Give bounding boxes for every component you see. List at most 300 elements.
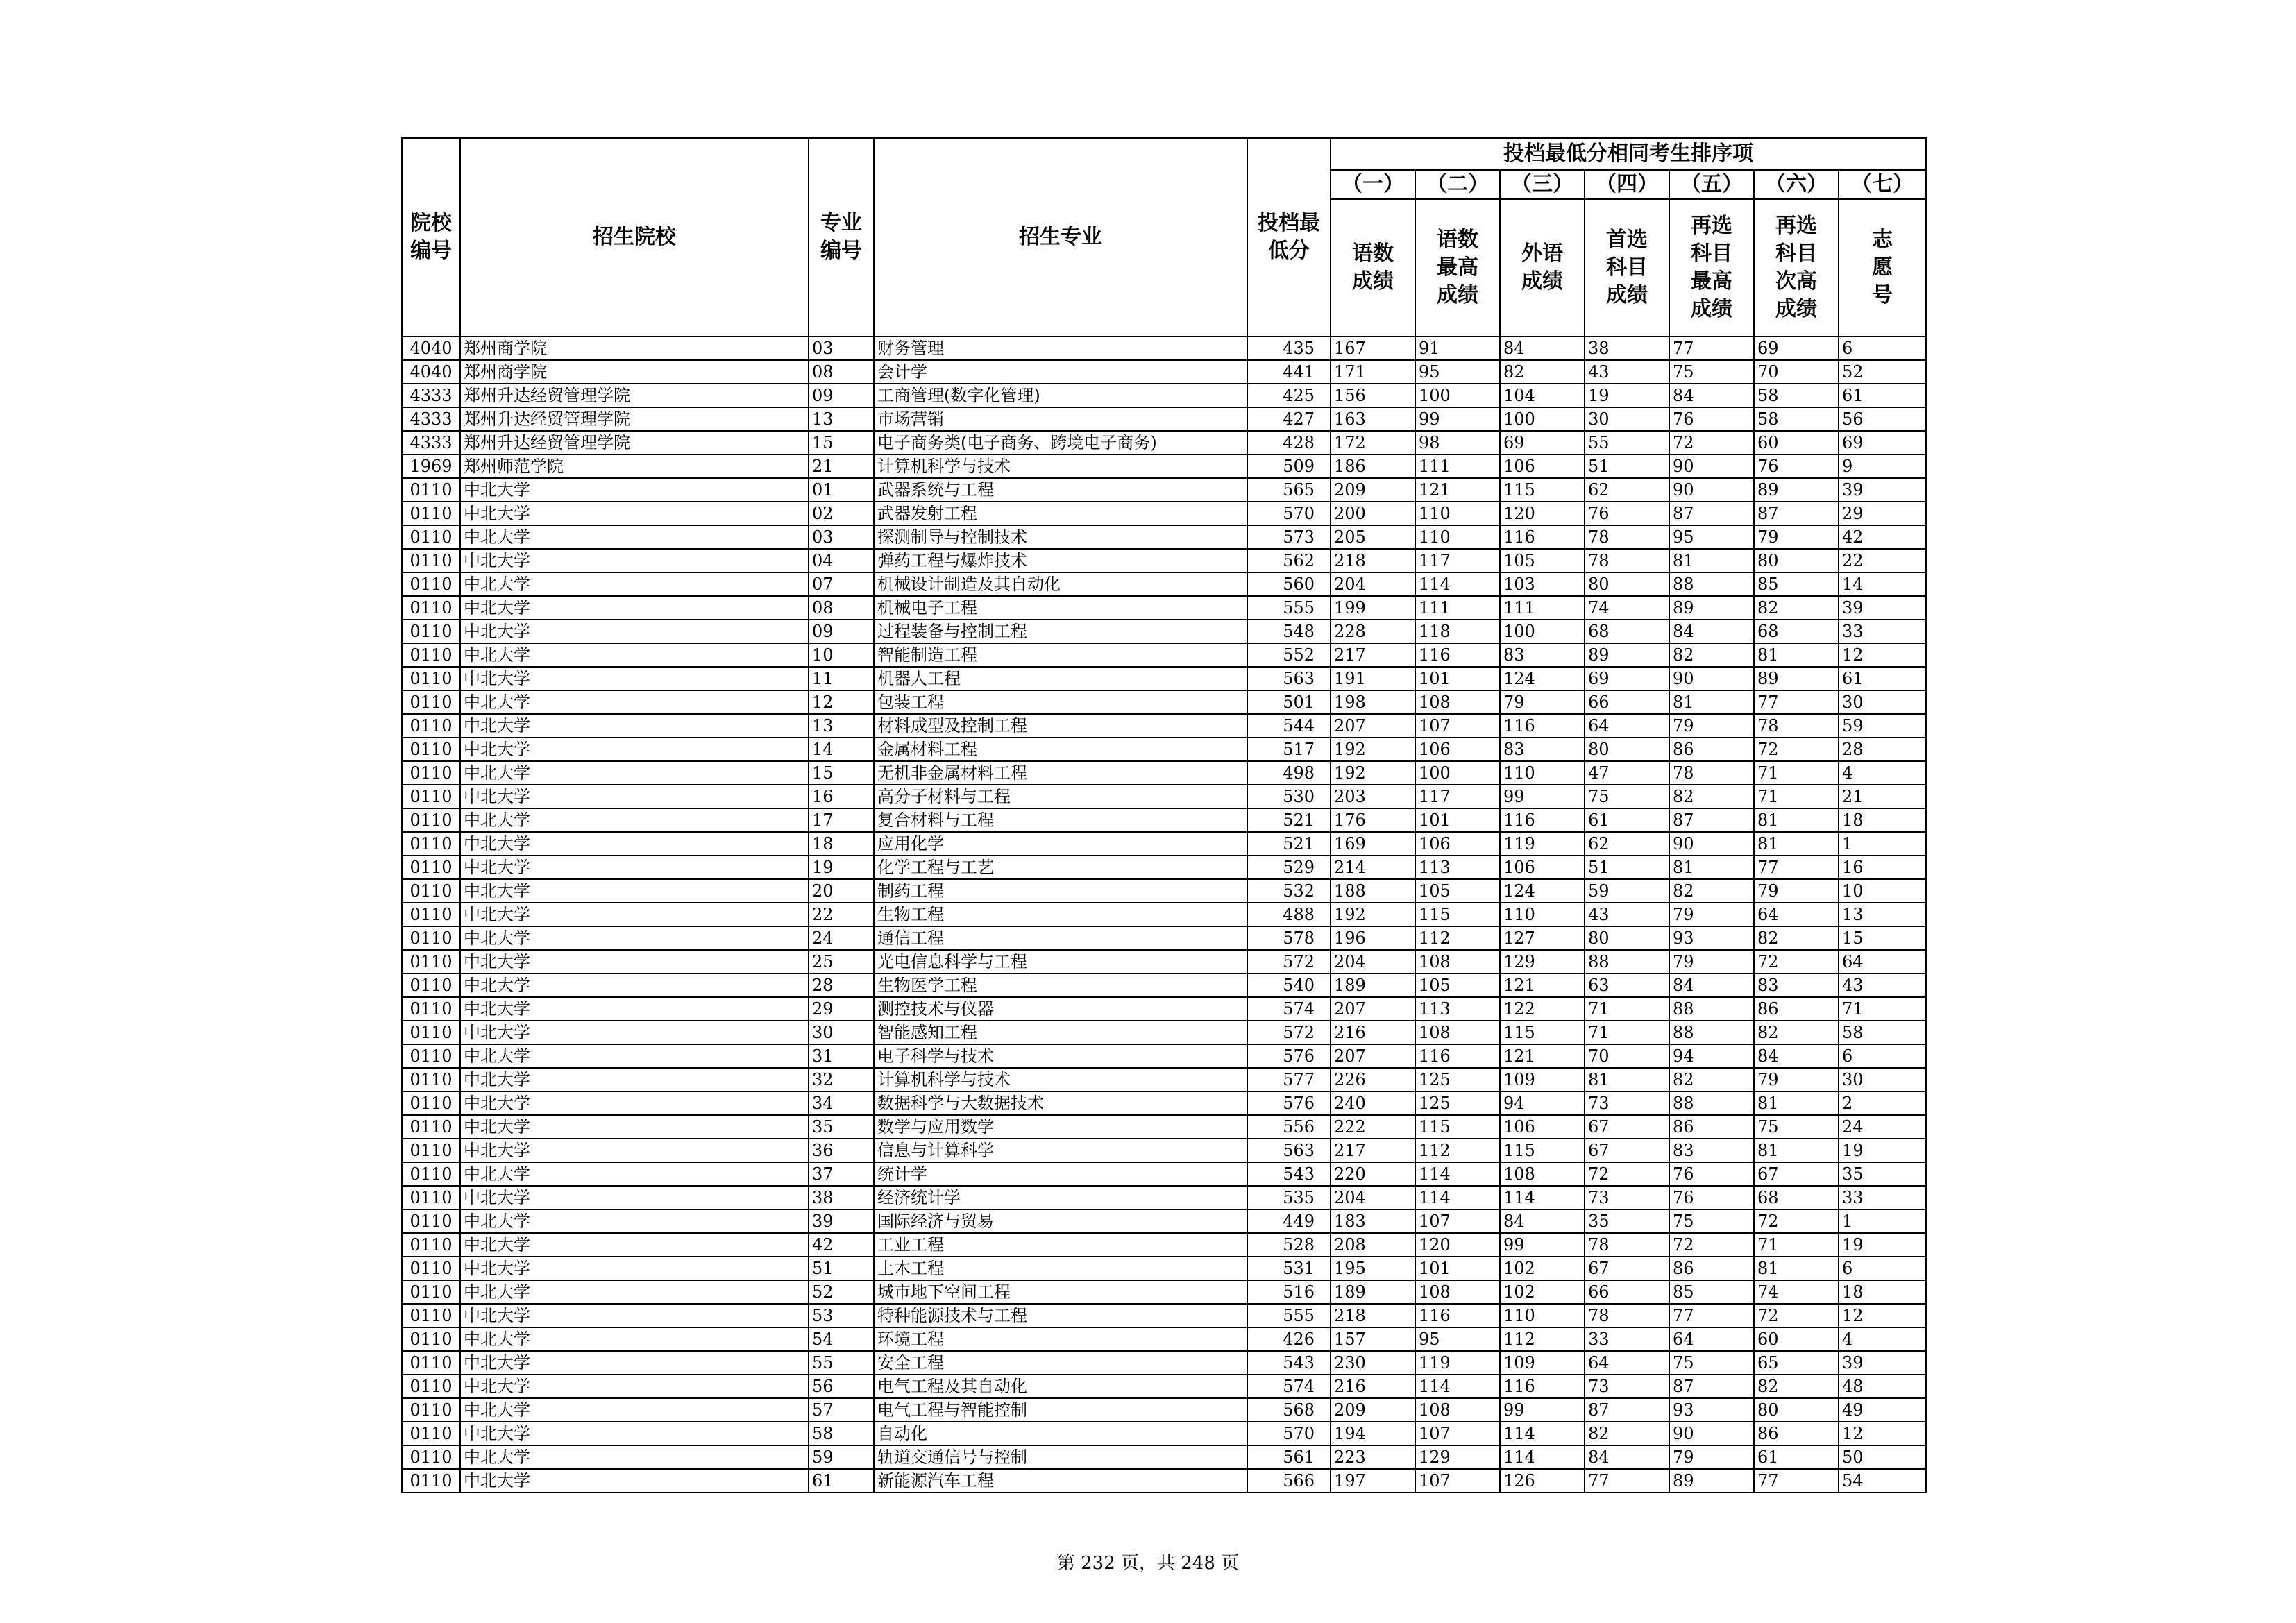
school-name-cell: 中北大学	[460, 1257, 809, 1280]
sort-item-1-cell: 200	[1331, 502, 1415, 525]
major-code-cell: 11	[809, 667, 874, 690]
sort-item-6-cell: 77	[1754, 1469, 1839, 1493]
header-sub-number-6: （六）	[1754, 170, 1839, 199]
sort-item-1-cell: 228	[1331, 620, 1415, 643]
sort-item-5-cell: 87	[1669, 1375, 1754, 1398]
sort-item-1-cell: 218	[1331, 1304, 1415, 1327]
major-code-cell: 56	[809, 1375, 874, 1398]
header-school: 招生院校	[460, 138, 809, 337]
school-code-cell: 0110	[402, 1375, 460, 1398]
school-name-cell: 中北大学	[460, 667, 809, 690]
sort-item-2-cell: 115	[1415, 903, 1500, 926]
sort-item-2-cell: 111	[1415, 596, 1500, 620]
major-name-cell: 新能源汽车工程	[874, 1469, 1247, 1493]
sort-item-5-cell: 90	[1669, 478, 1754, 502]
sort-item-5-cell: 77	[1669, 1304, 1754, 1327]
sort-item-4-cell: 71	[1585, 1021, 1669, 1044]
header-sub-label-5: 再选科目最高成绩	[1669, 199, 1754, 337]
sort-item-6-cell: 89	[1754, 478, 1839, 502]
major-code-cell: 29	[809, 997, 874, 1021]
sort-item-5-cell: 76	[1669, 1162, 1754, 1186]
sort-item-4-cell: 64	[1585, 1351, 1669, 1375]
sort-item-3-cell: 114	[1500, 1445, 1585, 1469]
school-code-cell: 0110	[402, 1304, 460, 1327]
school-name-cell: 中北大学	[460, 1021, 809, 1044]
school-name-cell: 中北大学	[460, 620, 809, 643]
sort-item-6-cell: 77	[1754, 856, 1839, 879]
min-score-cell: 577	[1247, 1068, 1331, 1091]
sort-item-5-cell: 84	[1669, 384, 1754, 407]
major-code-cell: 21	[809, 454, 874, 478]
sort-item-5-cell: 90	[1669, 832, 1754, 856]
major-name-cell: 财务管理	[874, 337, 1247, 360]
sort-item-2-cell: 107	[1415, 1209, 1500, 1233]
school-name-cell: 郑州商学院	[460, 360, 809, 384]
min-score-cell: 565	[1247, 478, 1331, 502]
min-score-cell: 425	[1247, 384, 1331, 407]
sort-item-7-cell: 19	[1839, 1139, 1926, 1162]
sort-item-6-cell: 72	[1754, 738, 1839, 761]
school-name-cell: 中北大学	[460, 1398, 809, 1422]
sort-item-1-cell: 198	[1331, 690, 1415, 714]
sort-item-2-cell: 106	[1415, 738, 1500, 761]
major-code-cell: 54	[809, 1327, 874, 1351]
school-code-cell: 0110	[402, 808, 460, 832]
sort-item-7-cell: 30	[1839, 690, 1926, 714]
sort-item-7-cell: 50	[1839, 1445, 1926, 1469]
major-name-cell: 制药工程	[874, 879, 1247, 903]
sort-item-2-cell: 110	[1415, 525, 1500, 549]
header-min-score: 投档最低分	[1247, 138, 1331, 337]
sort-item-1-cell: 230	[1331, 1351, 1415, 1375]
header-sub-label-1: 语数成绩	[1331, 199, 1415, 337]
school-name-cell: 中北大学	[460, 1280, 809, 1304]
major-code-cell: 22	[809, 903, 874, 926]
sort-item-6-cell: 81	[1754, 1257, 1839, 1280]
sort-item-3-cell: 111	[1500, 596, 1585, 620]
major-code-cell: 53	[809, 1304, 874, 1327]
sort-item-2-cell: 113	[1415, 856, 1500, 879]
sort-item-2-cell: 98	[1415, 431, 1500, 454]
school-name-cell: 中北大学	[460, 1186, 809, 1209]
min-score-cell: 426	[1247, 1327, 1331, 1351]
sort-item-2-cell: 105	[1415, 974, 1500, 997]
sort-item-1-cell: 217	[1331, 643, 1415, 667]
sort-item-2-cell: 107	[1415, 714, 1500, 738]
major-code-cell: 12	[809, 690, 874, 714]
table-row	[402, 1021, 1926, 1044]
school-name-cell: 郑州商学院	[460, 337, 809, 360]
school-name-cell: 中北大学	[460, 974, 809, 997]
sort-item-1-cell: 207	[1331, 1044, 1415, 1068]
major-name-cell: 通信工程	[874, 926, 1247, 950]
sort-item-4-cell: 74	[1585, 596, 1669, 620]
table-row	[402, 738, 1926, 761]
sort-item-7-cell: 39	[1839, 478, 1926, 502]
sort-item-3-cell: 116	[1500, 525, 1585, 549]
sort-item-5-cell: 84	[1669, 620, 1754, 643]
sort-item-1-cell: 172	[1331, 431, 1415, 454]
major-name-cell: 电子商务类(电子商务、跨境电子商务)	[874, 431, 1247, 454]
min-score-cell: 576	[1247, 1091, 1331, 1115]
school-name-cell: 中北大学	[460, 1422, 809, 1445]
sort-item-5-cell: 94	[1669, 1044, 1754, 1068]
table-row	[402, 1280, 1926, 1304]
major-code-cell: 59	[809, 1445, 874, 1469]
min-score-cell: 543	[1247, 1351, 1331, 1375]
sort-item-4-cell: 73	[1585, 1186, 1669, 1209]
school-name-cell: 中北大学	[460, 808, 809, 832]
school-code-cell: 0110	[402, 950, 460, 974]
school-name-cell: 中北大学	[460, 879, 809, 903]
sort-item-3-cell: 79	[1500, 690, 1585, 714]
sort-item-4-cell: 78	[1585, 525, 1669, 549]
table-header	[402, 138, 1926, 337]
sort-item-4-cell: 88	[1585, 950, 1669, 974]
table-row	[402, 974, 1926, 997]
sort-item-2-cell: 114	[1415, 572, 1500, 596]
major-code-cell: 25	[809, 950, 874, 974]
major-code-cell: 36	[809, 1139, 874, 1162]
table-row	[402, 714, 1926, 738]
min-score-cell: 543	[1247, 1162, 1331, 1186]
school-code-cell: 0110	[402, 1021, 460, 1044]
sort-item-5-cell: 83	[1669, 1139, 1754, 1162]
sort-item-6-cell: 81	[1754, 643, 1839, 667]
major-name-cell: 机器人工程	[874, 667, 1247, 690]
sort-item-4-cell: 62	[1585, 478, 1669, 502]
sort-item-3-cell: 127	[1500, 926, 1585, 950]
sort-item-6-cell: 72	[1754, 1209, 1839, 1233]
sort-item-5-cell: 79	[1669, 1445, 1754, 1469]
school-name-cell: 中北大学	[460, 643, 809, 667]
sort-item-3-cell: 114	[1500, 1422, 1585, 1445]
table-row	[402, 1044, 1926, 1068]
school-code-cell: 4333	[402, 431, 460, 454]
min-score-cell: 555	[1247, 1304, 1331, 1327]
school-code-cell: 0110	[402, 478, 460, 502]
sort-item-4-cell: 67	[1585, 1139, 1669, 1162]
major-code-cell: 19	[809, 856, 874, 879]
sort-item-7-cell: 30	[1839, 1068, 1926, 1091]
sort-item-4-cell: 47	[1585, 761, 1669, 785]
table-body	[402, 337, 1926, 1493]
school-name-cell: 中北大学	[460, 1139, 809, 1162]
school-name-cell: 中北大学	[460, 549, 809, 572]
sort-item-4-cell: 80	[1585, 572, 1669, 596]
sort-item-2-cell: 108	[1415, 1280, 1500, 1304]
min-score-cell: 574	[1247, 1375, 1331, 1398]
sort-item-6-cell: 80	[1754, 1398, 1839, 1422]
min-score-cell: 544	[1247, 714, 1331, 738]
sort-item-3-cell: 110	[1500, 761, 1585, 785]
major-code-cell: 35	[809, 1115, 874, 1139]
sort-item-6-cell: 72	[1754, 1304, 1839, 1327]
sort-item-6-cell: 61	[1754, 1445, 1839, 1469]
min-score-cell: 532	[1247, 879, 1331, 903]
sort-item-5-cell: 76	[1669, 407, 1754, 431]
major-name-cell: 特种能源技术与工程	[874, 1304, 1247, 1327]
sort-item-5-cell: 81	[1669, 549, 1754, 572]
sort-item-7-cell: 58	[1839, 1021, 1926, 1044]
sort-item-4-cell: 63	[1585, 974, 1669, 997]
sort-item-7-cell: 29	[1839, 502, 1926, 525]
sort-item-5-cell: 93	[1669, 1398, 1754, 1422]
sort-item-6-cell: 79	[1754, 525, 1839, 549]
sort-item-4-cell: 35	[1585, 1209, 1669, 1233]
school-name-cell: 中北大学	[460, 1445, 809, 1469]
table-row	[402, 407, 1926, 431]
sort-item-1-cell: 189	[1331, 1280, 1415, 1304]
school-code-cell: 4333	[402, 407, 460, 431]
table-row	[402, 572, 1926, 596]
sort-item-5-cell: 88	[1669, 997, 1754, 1021]
table-row	[402, 1091, 1926, 1115]
sort-item-6-cell: 76	[1754, 454, 1839, 478]
sort-item-5-cell: 75	[1669, 360, 1754, 384]
school-code-cell: 4333	[402, 384, 460, 407]
major-name-cell: 计算机科学与技术	[874, 1068, 1247, 1091]
min-score-cell: 562	[1247, 549, 1331, 572]
major-code-cell: 15	[809, 431, 874, 454]
sort-item-6-cell: 69	[1754, 337, 1839, 360]
table-row	[402, 856, 1926, 879]
sort-item-2-cell: 125	[1415, 1068, 1500, 1091]
school-code-cell: 0110	[402, 1469, 460, 1493]
min-score-cell: 574	[1247, 997, 1331, 1021]
sort-item-3-cell: 82	[1500, 360, 1585, 384]
sort-item-6-cell: 86	[1754, 997, 1839, 1021]
major-name-cell: 环境工程	[874, 1327, 1247, 1351]
sort-item-6-cell: 58	[1754, 407, 1839, 431]
major-code-cell: 18	[809, 832, 874, 856]
school-code-cell: 0110	[402, 596, 460, 620]
sort-item-3-cell: 84	[1500, 337, 1585, 360]
school-name-cell: 中北大学	[460, 950, 809, 974]
sort-item-1-cell: 222	[1331, 1115, 1415, 1139]
major-code-cell: 55	[809, 1351, 874, 1375]
sort-item-1-cell: 204	[1331, 950, 1415, 974]
sort-item-4-cell: 68	[1585, 620, 1669, 643]
sort-item-4-cell: 77	[1585, 1469, 1669, 1493]
school-name-cell: 中北大学	[460, 596, 809, 620]
major-code-cell: 51	[809, 1257, 874, 1280]
major-name-cell: 复合材料与工程	[874, 808, 1247, 832]
sort-item-4-cell: 80	[1585, 926, 1669, 950]
sort-item-1-cell: 207	[1331, 714, 1415, 738]
table-row	[402, 360, 1926, 384]
major-name-cell: 统计学	[874, 1162, 1247, 1186]
sort-item-6-cell: 81	[1754, 832, 1839, 856]
sort-item-7-cell: 12	[1839, 1304, 1926, 1327]
sort-item-1-cell: 195	[1331, 1257, 1415, 1280]
sort-item-4-cell: 73	[1585, 1091, 1669, 1115]
sort-item-7-cell: 43	[1839, 974, 1926, 997]
sort-item-5-cell: 84	[1669, 974, 1754, 997]
min-score-cell: 548	[1247, 620, 1331, 643]
sort-item-6-cell: 89	[1754, 667, 1839, 690]
min-score-cell: 449	[1247, 1209, 1331, 1233]
school-name-cell: 中北大学	[460, 832, 809, 856]
sort-item-7-cell: 24	[1839, 1115, 1926, 1139]
sort-item-6-cell: 81	[1754, 1091, 1839, 1115]
sort-item-7-cell: 1	[1839, 1209, 1926, 1233]
header-sub-number-4: （四）	[1585, 170, 1669, 199]
sort-item-2-cell: 119	[1415, 1351, 1500, 1375]
sort-item-2-cell: 115	[1415, 1115, 1500, 1139]
school-code-cell: 0110	[402, 1115, 460, 1139]
sort-item-5-cell: 88	[1669, 1021, 1754, 1044]
sort-item-4-cell: 66	[1585, 690, 1669, 714]
sort-item-7-cell: 18	[1839, 808, 1926, 832]
sort-item-1-cell: 196	[1331, 926, 1415, 950]
sort-item-5-cell: 82	[1669, 785, 1754, 808]
school-code-cell: 0110	[402, 1445, 460, 1469]
sort-item-2-cell: 107	[1415, 1422, 1500, 1445]
major-code-cell: 14	[809, 738, 874, 761]
major-code-cell: 04	[809, 549, 874, 572]
major-name-cell: 计算机科学与技术	[874, 454, 1247, 478]
school-code-cell: 0110	[402, 714, 460, 738]
major-name-cell: 探测制导与控制技术	[874, 525, 1247, 549]
sort-item-7-cell: 12	[1839, 1422, 1926, 1445]
major-code-cell: 13	[809, 714, 874, 738]
sort-item-7-cell: 16	[1839, 856, 1926, 879]
sort-item-3-cell: 99	[1500, 785, 1585, 808]
header-sub-label-2: 语数最高成绩	[1415, 199, 1500, 337]
sort-item-7-cell: 33	[1839, 620, 1926, 643]
sort-item-1-cell: 157	[1331, 1327, 1415, 1351]
min-score-cell: 509	[1247, 454, 1331, 478]
major-code-cell: 08	[809, 360, 874, 384]
sort-item-2-cell: 129	[1415, 1445, 1500, 1469]
table-row	[402, 1209, 1926, 1233]
sort-item-1-cell: 216	[1331, 1375, 1415, 1398]
sort-item-1-cell: 191	[1331, 667, 1415, 690]
sort-item-7-cell: 71	[1839, 997, 1926, 1021]
sort-item-4-cell: 78	[1585, 1233, 1669, 1257]
sort-item-4-cell: 82	[1585, 1422, 1669, 1445]
table-row	[402, 808, 1926, 832]
sort-item-5-cell: 90	[1669, 1422, 1754, 1445]
sort-item-3-cell: 83	[1500, 643, 1585, 667]
sort-item-6-cell: 81	[1754, 1139, 1839, 1162]
sort-item-3-cell: 122	[1500, 997, 1585, 1021]
header-tiebreak-group: 投档最低分相同考生排序项	[1331, 138, 1926, 170]
sort-item-6-cell: 80	[1754, 549, 1839, 572]
sort-item-1-cell: 223	[1331, 1445, 1415, 1469]
sort-item-6-cell: 68	[1754, 1186, 1839, 1209]
major-name-cell: 金属材料工程	[874, 738, 1247, 761]
sort-item-3-cell: 100	[1500, 407, 1585, 431]
sort-item-7-cell: 48	[1839, 1375, 1926, 1398]
major-code-cell: 39	[809, 1209, 874, 1233]
sort-item-3-cell: 109	[1500, 1068, 1585, 1091]
sort-item-1-cell: 203	[1331, 785, 1415, 808]
sort-item-2-cell: 114	[1415, 1186, 1500, 1209]
sort-item-1-cell: 197	[1331, 1469, 1415, 1493]
sort-item-6-cell: 72	[1754, 950, 1839, 974]
sort-item-6-cell: 70	[1754, 360, 1839, 384]
sort-item-2-cell: 120	[1415, 1233, 1500, 1257]
sort-item-4-cell: 67	[1585, 1257, 1669, 1280]
table-row	[402, 1398, 1926, 1422]
table-row	[402, 832, 1926, 856]
major-code-cell: 58	[809, 1422, 874, 1445]
sort-item-6-cell: 74	[1754, 1280, 1839, 1304]
sort-item-3-cell: 124	[1500, 879, 1585, 903]
sort-item-3-cell: 94	[1500, 1091, 1585, 1115]
table-row	[402, 596, 1926, 620]
sort-item-7-cell: 61	[1839, 667, 1926, 690]
sort-item-2-cell: 112	[1415, 1139, 1500, 1162]
sort-item-4-cell: 55	[1585, 431, 1669, 454]
sort-item-3-cell: 103	[1500, 572, 1585, 596]
sort-item-2-cell: 100	[1415, 384, 1500, 407]
school-code-cell: 4040	[402, 337, 460, 360]
sort-item-7-cell: 2	[1839, 1091, 1926, 1115]
major-code-cell: 08	[809, 596, 874, 620]
sort-item-5-cell: 77	[1669, 337, 1754, 360]
major-code-cell: 42	[809, 1233, 874, 1257]
school-name-cell: 中北大学	[460, 714, 809, 738]
school-code-cell: 0110	[402, 1044, 460, 1068]
min-score-cell: 566	[1247, 1469, 1331, 1493]
sort-item-1-cell: 209	[1331, 1398, 1415, 1422]
min-score-cell: 572	[1247, 950, 1331, 974]
min-score-cell: 568	[1247, 1398, 1331, 1422]
table-row	[402, 950, 1926, 974]
major-name-cell: 弹药工程与爆炸技术	[874, 549, 1247, 572]
min-score-cell: 529	[1247, 856, 1331, 879]
sort-item-3-cell: 104	[1500, 384, 1585, 407]
sort-item-4-cell: 81	[1585, 1068, 1669, 1091]
sort-item-7-cell: 10	[1839, 879, 1926, 903]
major-code-cell: 38	[809, 1186, 874, 1209]
school-name-cell: 郑州升达经贸管理学院	[460, 407, 809, 431]
sort-item-1-cell: 183	[1331, 1209, 1415, 1233]
header-sub-label-4: 首选科目成绩	[1585, 199, 1669, 337]
major-code-cell: 20	[809, 879, 874, 903]
table-row	[402, 1375, 1926, 1398]
header-sub-label-6: 再选科目次高成绩	[1754, 199, 1839, 337]
school-code-cell: 0110	[402, 549, 460, 572]
sort-item-5-cell: 81	[1669, 856, 1754, 879]
school-name-cell: 中北大学	[460, 761, 809, 785]
sort-item-6-cell: 82	[1754, 1375, 1839, 1398]
major-code-cell: 07	[809, 572, 874, 596]
major-code-cell: 34	[809, 1091, 874, 1115]
major-name-cell: 数学与应用数学	[874, 1115, 1247, 1139]
school-name-cell: 中北大学	[460, 1091, 809, 1115]
sort-item-3-cell: 99	[1500, 1233, 1585, 1257]
sort-item-1-cell: 192	[1331, 903, 1415, 926]
sort-item-5-cell: 79	[1669, 903, 1754, 926]
sort-item-7-cell: 14	[1839, 572, 1926, 596]
sort-item-3-cell: 126	[1500, 1469, 1585, 1493]
min-score-cell: 572	[1247, 1021, 1331, 1044]
major-name-cell: 土木工程	[874, 1257, 1247, 1280]
page-footer: 第 232 页，共 248 页	[1056, 1553, 1240, 1574]
sort-item-5-cell: 85	[1669, 1280, 1754, 1304]
sort-item-4-cell: 75	[1585, 785, 1669, 808]
school-code-cell: 0110	[402, 620, 460, 643]
school-name-cell: 中北大学	[460, 525, 809, 549]
sort-item-1-cell: 192	[1331, 738, 1415, 761]
table-row	[402, 1445, 1926, 1469]
sort-item-1-cell: 188	[1331, 879, 1415, 903]
sort-item-3-cell: 124	[1500, 667, 1585, 690]
